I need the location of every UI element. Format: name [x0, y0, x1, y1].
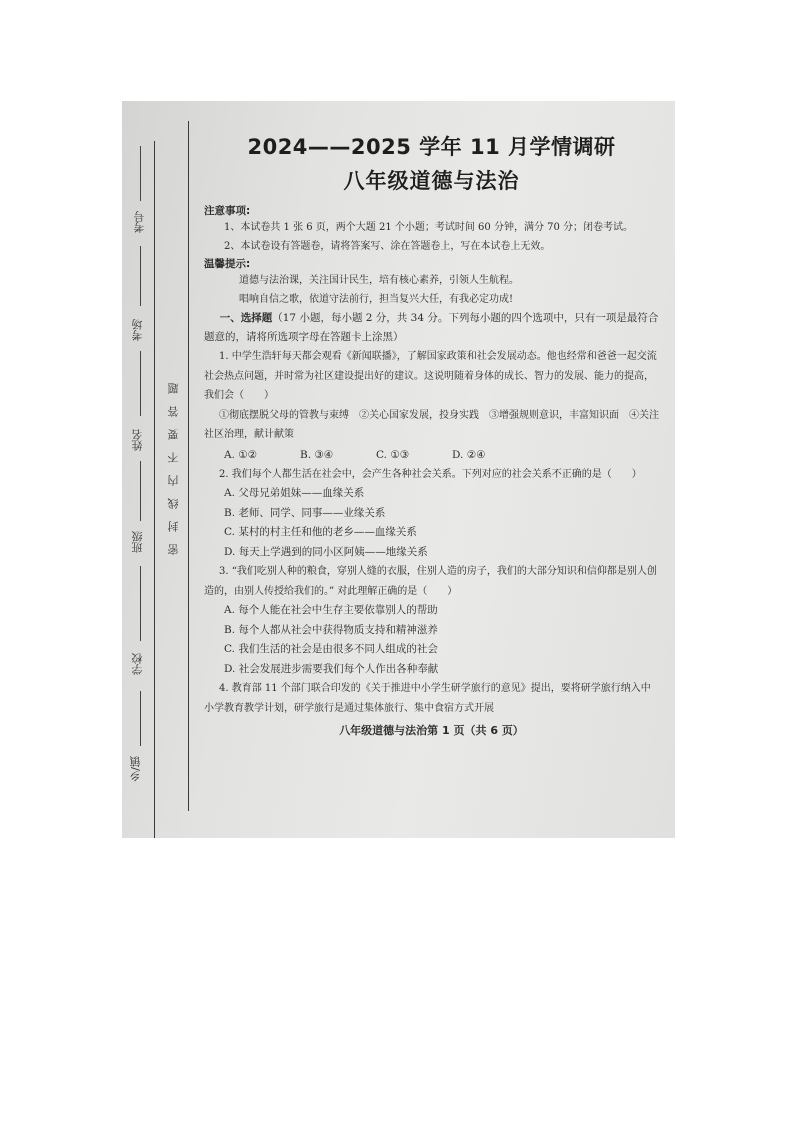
notice-item: 2、本试卷设有答题卷，请将答案写、涂在答题卷上，写在本试卷上无效。: [224, 241, 551, 252]
section-description: （17 小题，每小题 2 分，共 34 分。下列每小题的四个选项中，只有一项是最符合题意的，请将所选项字母在答题卡上涂黑）: [204, 312, 659, 343]
tips-line: 道德与法治课，关注国计民生，培有核心素养，引领人生航程。: [239, 275, 519, 286]
blank-school: [140, 566, 141, 641]
question-4-stem: 4. 教育部 11 个部门联合印发的《关于推进中小学生研学旅行的意见》提出，要将研学旅行纳入中小学教育教学计划，研学旅行是通过集体旅行、集中食宿方式开展: [204, 683, 651, 714]
question-3-option-a: A. 每个人能在社会中生存主要依靠别人的帮助: [224, 604, 438, 616]
exam-content: [204, 131, 659, 738]
label-exam-room: 考场: [131, 319, 144, 341]
question-2-stem: 2. 我们每个人都生活在社会中，会产生各种社会关系。下列对应的社会关系不正确的是（ ）: [219, 468, 642, 480]
blank-name: [140, 351, 141, 416]
question-3-option-b: B. 每个人都从社会中获得物质支持和精神滋养: [224, 623, 438, 636]
choice-b: B. ③④: [300, 448, 334, 461]
exam-photo: [122, 101, 675, 838]
page-footer: 八年级道德与法治第 1 页（共 6 页）: [339, 724, 524, 737]
blank-exam-room: [140, 246, 141, 306]
blank-exam-no: [140, 146, 141, 201]
label-class: 班级: [131, 531, 144, 553]
question-3-stem: 3. “我们吃别人种的粮食，穿别人缝的衣服，住别人造的房子，我们的大部分知识和信仰都是别人创造的，由别人传授给我们的。” 对此理解正确的是（ ）: [204, 566, 657, 597]
tips-heading: 温馨提示:: [204, 258, 251, 270]
choice-d: D. ②④: [452, 448, 486, 461]
question-2-option-d: D. 每天上学遇到的同小区阿姨——地缘关系: [224, 545, 428, 558]
notice-heading: 注意事项:: [204, 205, 251, 217]
label-exam-no: 考号: [133, 211, 146, 233]
blank-town: [140, 691, 141, 746]
exam-subject: 八年级道德与法治: [343, 169, 520, 193]
label-name: 姓名: [131, 429, 144, 451]
exam-title: 2024——2025 学年 11 月学情调研: [247, 135, 616, 159]
tips-line: 唱响自信之歌，依道守法前行，担当复兴大任，有我必定功成!: [239, 294, 514, 305]
notice-item: 1、本试卷共 1 张 6 页，两个大题 21 个小题；考试时间 60 分钟，满分 70 分；闭卷考试。: [224, 222, 634, 233]
binding-line-outer: [154, 141, 155, 838]
question-1-choices: [204, 445, 659, 465]
section-heading: [204, 309, 659, 347]
binding-line-inner: [188, 121, 189, 811]
section-title: 一、选择题: [219, 312, 273, 324]
question-1-statements: ①彻底摆脱父母的管教与束缚 ②关心国家发展，投身实践 ③增强规则意识，丰富知识面 ④关注社区治理，献计献策: [204, 409, 659, 440]
choice-a: A. ①②: [224, 448, 258, 461]
label-school: 学校: [131, 653, 144, 675]
label-town: 乡/镇: [129, 756, 142, 782]
choice-c: C. ①③: [376, 448, 410, 461]
question-1-stem: 1. 中学生浩轩每天都会观看《新闻联播》，了解国家政策和社会发展动态。他也经常和爸爸一起交流社会热点问题，并时常为社区建设提出好的建议。这说明随着身体的成长、智力的发展、能力的提高，我们会（ ）: [204, 351, 657, 401]
question-2-option-c: C. 某村的村主任和他的老乡——血缘关系: [224, 526, 417, 538]
question-3-option-c: C. 我们生活的社会是由很多不同人组成的社会: [224, 643, 438, 655]
question-2-option-a: A. 父母兄弟姐妹——血缘关系: [224, 487, 365, 499]
blank-class: [140, 461, 141, 521]
question-2-option-b: B. 老师、同学、同事——业缘关系: [224, 506, 386, 519]
seal-text: 密封线内不要答题: [167, 371, 180, 555]
question-3-option-d: D. 社会发展进步需要我们每个人作出各种奉献: [224, 662, 439, 675]
